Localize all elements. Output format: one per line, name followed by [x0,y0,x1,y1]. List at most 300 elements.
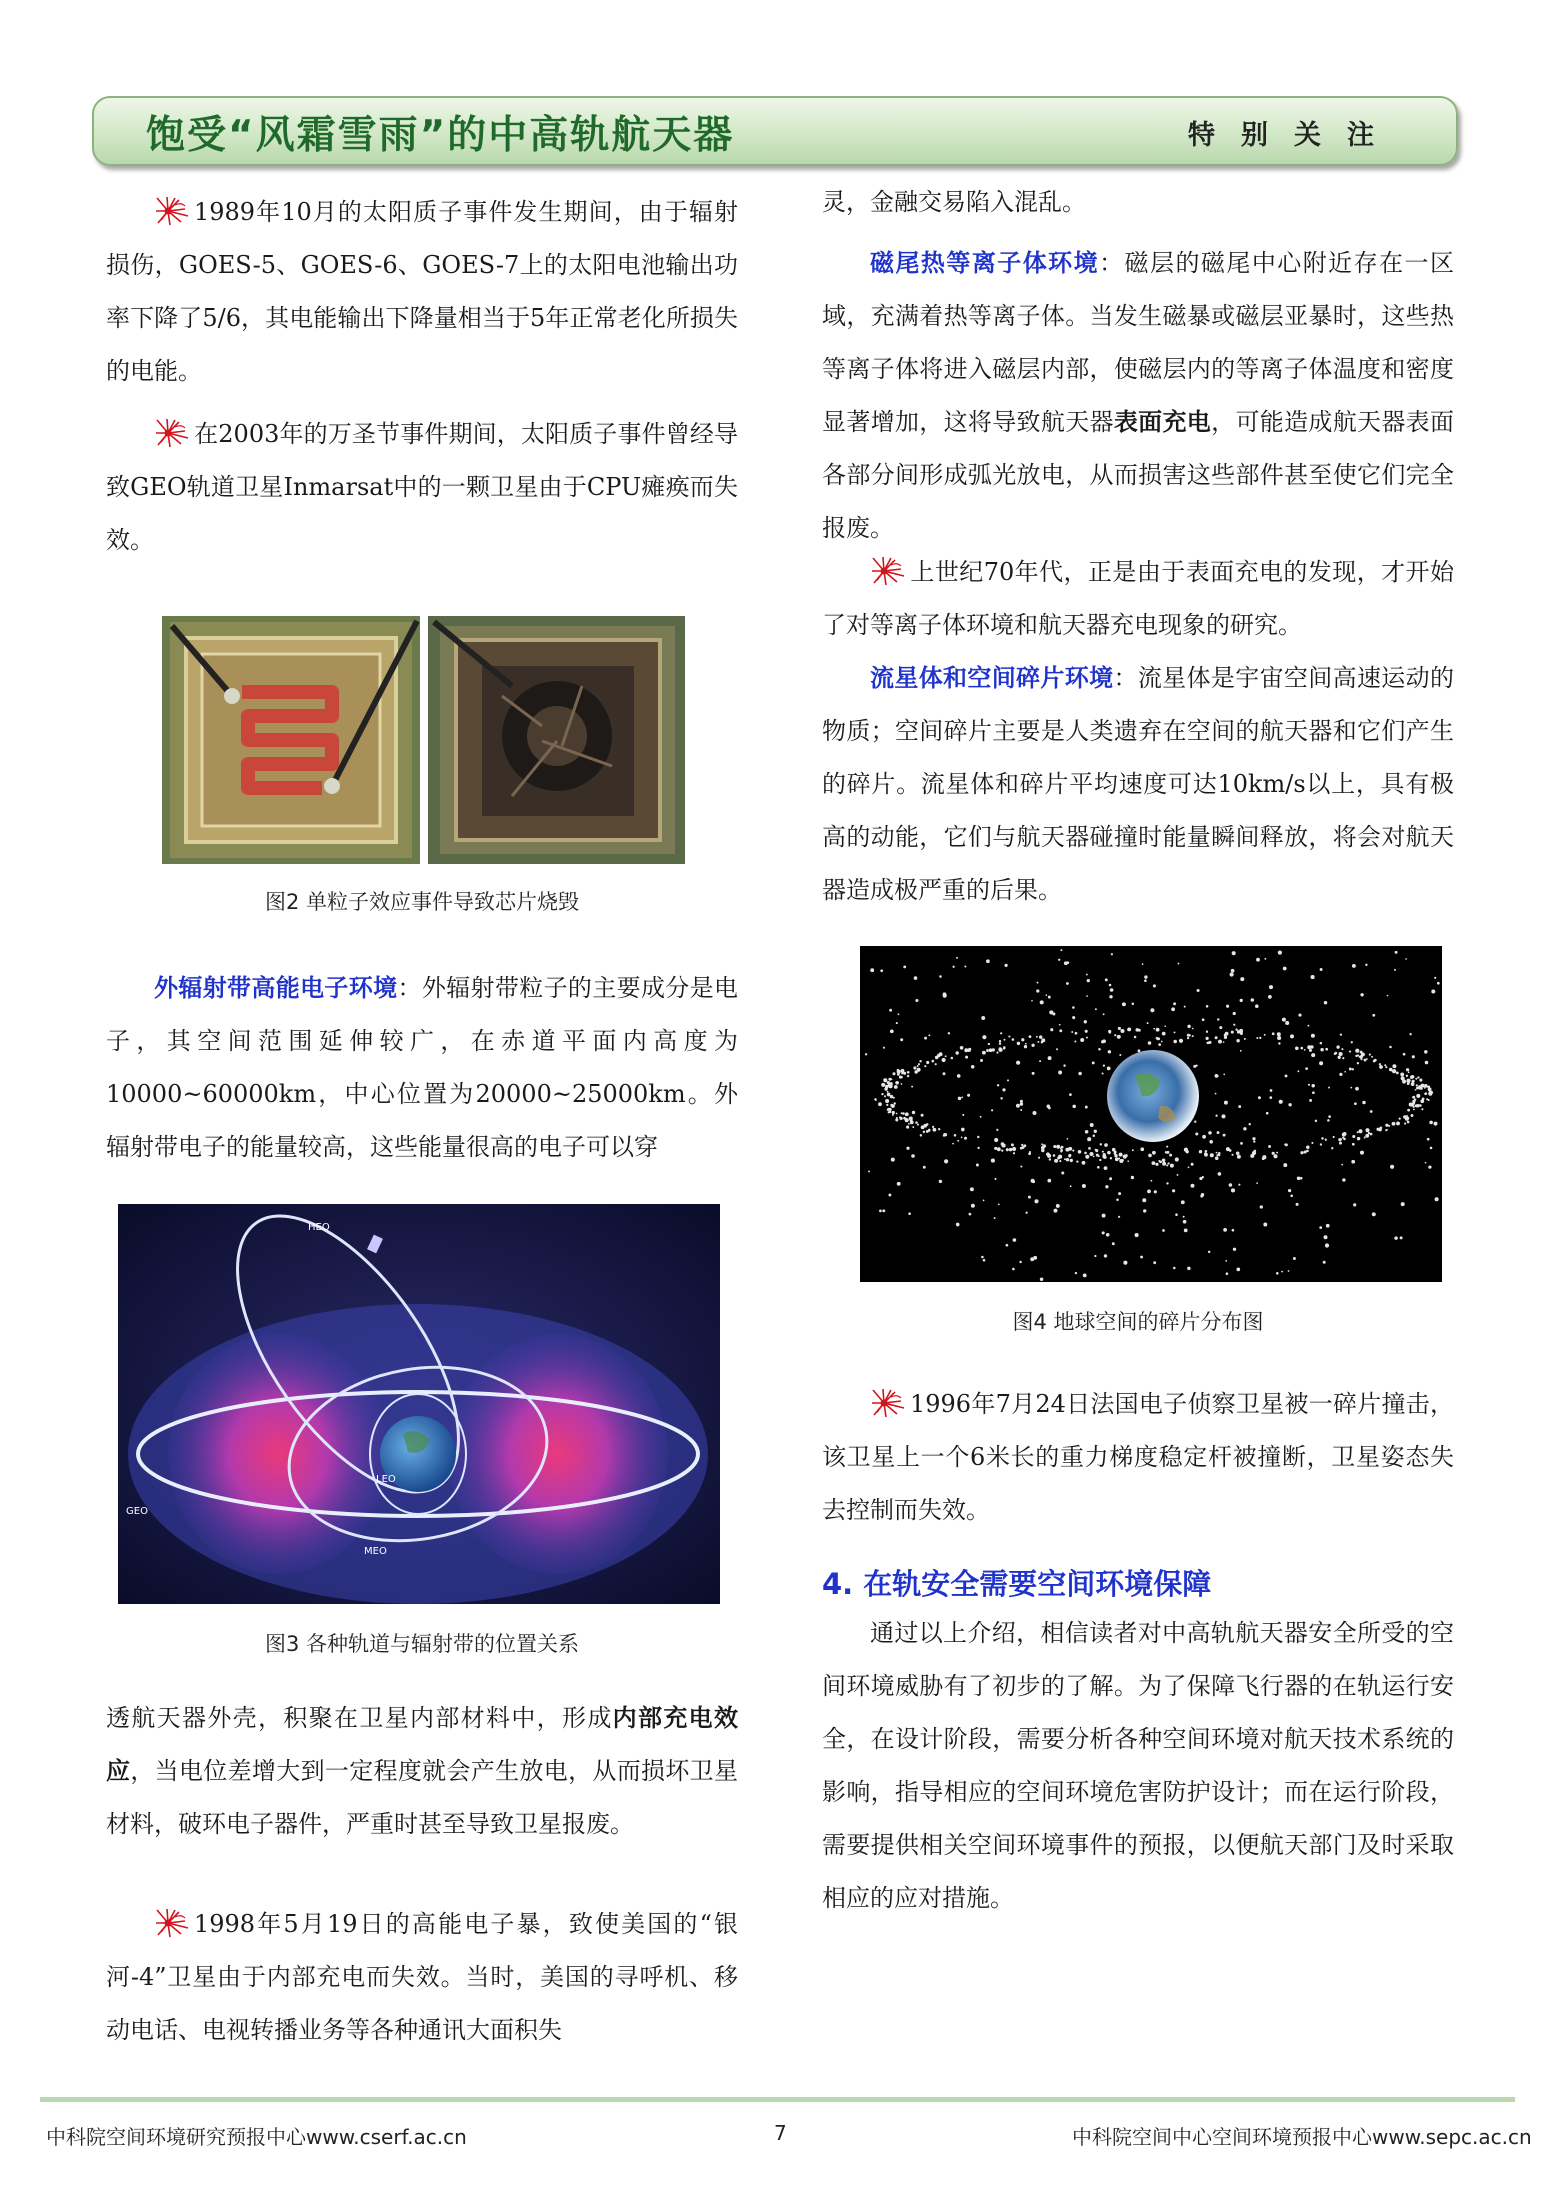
debris-dot [1102,1151,1104,1153]
debris-dot [1040,1000,1044,1004]
debris-dot [1006,1148,1009,1151]
debris-dot [1416,1094,1420,1098]
debris-dot [917,1124,919,1126]
debris-dot [1209,1140,1213,1144]
debris-dot [1406,1068,1409,1071]
debris-dot [1308,1084,1310,1086]
debris-dot [1020,1147,1023,1150]
debris-dot [964,965,966,967]
debris-dot [1084,1020,1087,1023]
debris-dot [885,1099,889,1103]
debris-dot [1012,1147,1016,1151]
debris-dot [1366,1058,1368,1060]
debris-dot [1264,958,1266,960]
debris-dot [1215,1115,1217,1117]
debris-dot [1042,1144,1046,1148]
debris-dot [1013,1152,1015,1154]
debris-dot [1072,1105,1076,1109]
paragraph-surface-charging-history: 上世纪70年代，正是由于表面充电的发现，才开始了对等离子体环境和航天器充电现象的研究。 [822,558,1454,639]
debris-dot [994,1178,996,1180]
paragraph-internal-charging: 透航天器外壳，积聚在卫星内部材料中，形成内部充电效应，当电位差增大到一定程度就会产生放电，从而损坏卫星材料，破环电子器件，严重时甚至导致卫星报废。 [106,1704,739,1838]
debris-dot [1037,1041,1039,1043]
debris-dot [1135,1233,1139,1237]
debris-dot [1174,1031,1176,1033]
debris-dot [1031,1044,1034,1047]
debris-dot [1319,1061,1323,1065]
debris-dot [878,1102,882,1106]
debris-dot [1028,1152,1031,1155]
debris-dot [1233,1248,1236,1251]
debris-dot [893,1097,895,1099]
debris-dot [1278,1042,1280,1044]
debris-dot [1008,1035,1010,1037]
debris-dot [1352,964,1356,968]
debris-dot [1351,1041,1353,1043]
debris-dot [1223,1041,1225,1043]
debris-dot [920,1134,922,1136]
debris-dot [1216,1152,1218,1154]
debris-dot [881,1093,883,1095]
debris-dot [971,1065,975,1069]
debris-dot [890,1029,894,1033]
debris-dot [1371,1056,1373,1058]
debris-dot [1251,998,1255,1002]
debris-dot [1359,1129,1363,1133]
debris-dot [1385,1124,1388,1127]
debris-dot [1427,1086,1430,1089]
debris-dot [1154,1190,1157,1193]
debris-dot [1306,1145,1309,1148]
debris-dot [981,1256,984,1259]
paragraph-conclusion: 通过以上介绍，相信读者对中高轨航天器安全所受的空间环境威胁有了初步的了解。为了保障飞行器的在轨运行安全，在设计阶段，需要分析各种空间环境对航天技术系统的影响，指导相应的空间环境危害防护设计；而在运行阶段，需要提供相关空间环境事件的预报，以便航天部门及时采取相应的应对措施。 [822,1619,1454,1912]
debris-dot [1409,1033,1411,1035]
debris-dot [1109,1177,1112,1180]
article-title: 饱受“风霜雪雨”的中高轨航天器 [146,113,735,158]
debris-dot [1104,1143,1108,1147]
debris-dot [1258,1096,1261,1099]
debris-dot [1218,1172,1222,1176]
debris-dot [908,1123,910,1125]
debris-dot [1013,1238,1017,1242]
debris-dot [1060,949,1062,951]
debris-dot [1020,1165,1022,1167]
debris-dot [1173,1267,1176,1270]
debris-dot [907,1075,909,1077]
debris-dot [1172,1189,1175,1192]
debris-dot [1215,1074,1219,1078]
debris-dot [1036,989,1039,992]
debris-dot [980,1116,982,1118]
debris-dot [961,1128,965,1132]
debris-dot [976,1164,979,1167]
debris-dot [1117,1035,1121,1039]
debris-dot [1204,1152,1207,1155]
debris-dot [1012,1038,1015,1041]
debris-dot [1114,1034,1116,1036]
debris-dot [1229,1183,1233,1187]
debris-dot [1054,1159,1058,1163]
debris-dot [1152,1161,1156,1165]
debris-dot [1341,1164,1343,1166]
figure-2-caption: 图2 单粒子效应事件导致芯片烧毁 [264,890,580,914]
debris-dot [1223,1134,1226,1137]
debris-dot [1059,1029,1062,1032]
debris-dot [1425,1162,1427,1164]
debris-dot [1266,1112,1269,1115]
debris-dot [1206,1005,1209,1008]
debris-dot [1067,1138,1069,1140]
debris-dot [1104,1166,1108,1170]
debris-dot [1118,1192,1121,1195]
debris-dot [1120,1029,1124,1033]
debris-dot [917,1065,919,1067]
debris-dot [1002,1088,1005,1091]
debris-dot [986,1049,989,1052]
debris-dot [1049,1158,1051,1160]
debris-dot [1334,1053,1337,1056]
debris-dot [1032,1180,1035,1183]
term-magnetotail-plasma: 磁尾热等离子体环境 [870,249,1100,277]
debris-dot [1407,1109,1410,1112]
debris-dot [1238,1105,1241,1108]
debris-dot [1263,1223,1267,1227]
debris-dot [983,1259,986,1262]
debris-dot [1276,1152,1278,1154]
debris-dot [1357,1131,1359,1133]
debris-dot [945,1055,947,1057]
debris-dot [1285,1021,1289,1025]
debris-dot [889,1084,893,1088]
debris-dot [1085,1106,1088,1109]
debris-dot [914,976,918,980]
debris-dot [1084,1152,1087,1155]
debris-dot [1143,1209,1146,1212]
debris-dot [1370,1110,1373,1113]
debris-dot [1127,1027,1131,1031]
debris-dot [1420,1099,1424,1103]
debris-dot [1056,1145,1060,1149]
debris-dot [962,1114,964,1116]
debris-dot [897,1069,900,1072]
debris-dot [1162,1158,1166,1162]
sun-burst-bullet-icon [154,418,190,448]
debris-dot [1262,1155,1266,1159]
debris-dot [1386,1129,1388,1131]
debris-dot [1007,1079,1009,1081]
debris-dot [1389,1068,1393,1072]
debris-dot [1430,1147,1433,1150]
debris-dot [943,1134,945,1136]
debris-dot [898,1013,900,1015]
debris-dot [1166,1146,1168,1148]
chip-burnout-photo [162,616,685,864]
debris-dot [868,1170,870,1172]
debris-dot [1276,1272,1279,1275]
debris-dot [1208,1251,1210,1253]
debris-dot [1336,1045,1339,1048]
debris-dot [1118,1216,1120,1218]
debris-dot [1040,1277,1044,1281]
debris-dot [1066,982,1069,985]
debris-dot [1288,1189,1291,1192]
debris-dot [1119,1159,1123,1163]
debris-dot [1321,1137,1324,1140]
debris-dot [1237,1155,1241,1159]
debris-dot [942,1058,946,1062]
debris-dot [1338,1138,1341,1141]
debris-dot [1252,1137,1255,1140]
debris-dot [1352,1068,1354,1070]
debris-dot [1048,1056,1052,1060]
debris-dot [1394,969,1396,971]
debris-dot [1273,1154,1277,1158]
debris-dot [921,1114,924,1117]
debris-dot [1019,1261,1021,1263]
debris-dot [1193,1065,1196,1068]
debris-dot [1311,1034,1315,1038]
debris-dot [1238,1184,1240,1186]
debris-dot [1025,1043,1027,1045]
debris-dot [1092,1061,1095,1064]
debris-dot [1153,984,1156,987]
debris-dot [932,1060,935,1063]
debris-dot [1253,1140,1255,1142]
debris-dot [1215,1036,1218,1039]
debris-dot [1394,1236,1397,1239]
debris-dot [1105,978,1108,981]
debris-dot [1197,989,1200,992]
debris-dot [996,1129,998,1131]
debris-dot [980,1059,983,1062]
debris-dot [879,1210,882,1213]
debris-dot [1296,1203,1299,1206]
debris-dot [1270,1089,1273,1092]
debris-dot [1070,1185,1072,1187]
debris-dot [1231,1031,1234,1034]
debris-dot [1342,1178,1345,1181]
debris-dot [991,1159,995,1163]
debris-dot [999,1043,1001,1045]
debris-dot [989,1048,993,1052]
debris-dot [1260,1205,1263,1208]
orbits-diagram [118,1204,720,1604]
debris-dot [1082,1184,1086,1188]
debris-dot [1053,1145,1056,1148]
debris-dot [928,1034,930,1036]
term-outer-radiation-belt: 外辐射带高能电子环境 [154,974,398,1002]
debris-dot [1231,1154,1233,1156]
debris-dot [1103,1013,1105,1015]
debris-dot [1372,1014,1375,1017]
debris-dot [1404,1123,1406,1125]
debris-dot [1340,1033,1342,1035]
debris-dot [982,1035,986,1039]
debris-dot [1156,1028,1160,1032]
debris-dot [893,1072,896,1075]
debris-dot [1360,1051,1363,1054]
debris-dot [1392,1122,1396,1126]
debris-dot [1122,1002,1126,1006]
debris-dot [1116,1199,1119,1202]
debris-dot [1218,1040,1222,1044]
paragraph-magnetotail-plasma: 磁尾热等离子体环境：磁层的磁尾中心附近存在一区域，充满着热等离子体。当发生磁暴或磁层亚暴时，这些热等离子体将进入磁层内部，使磁层内的等离子体温度和密度显著增加，这将导致航天器表面充电，可能造成航天器表面各部分间形成弧光放电，从而损害这些部件甚至使它们完全报废。 [822,249,1455,542]
debris-dot [918,1063,920,1065]
debris-dot [1264,1034,1266,1036]
debris-dot [1093,1135,1096,1138]
debris-dot [1231,969,1235,973]
debris-dot [1205,1150,1208,1153]
debris-dot [895,1118,898,1121]
debris-dot [1123,1261,1127,1265]
debris-dot [1097,1166,1100,1169]
debris-dot [886,1104,888,1106]
debris-dot [907,1071,910,1074]
paragraph-meteoroid-debris: 流星体和空间碎片环境：流星体是宇宙空间高速运动的物质；空间碎片主要是人类遗弃在空间的航天器和它们产生的碎片。流星体和碎片平均速度可达10km/s以上，具有极高的动能，它们与航天器碰撞时能量瞬间释放，将会对航天器造成极严重的后果。 [822,664,1455,904]
debris-dot [1396,1071,1399,1074]
debris-dot [889,1009,892,1012]
debris-dot [900,1038,903,1041]
footer-left-credit: 中科院空间环境研究预报中心www.cserf.ac.cn [46,2125,467,2149]
paragraph-halloween-event: 在2003年的万圣节事件期间，太阳质子事件曾经导致GEO轨道卫星Inmarsat中的一颗卫星由于CPU瘫痪而失效。 [106,420,738,554]
debris-dot [1104,1254,1107,1257]
debris-dot [1162,1162,1166,1166]
debris-dot [1102,1072,1104,1074]
debris-dot [961,1097,963,1099]
debris-dot [983,1200,985,1202]
debris-dot [1344,1071,1346,1073]
debris-dot [1095,1008,1097,1010]
debris-dot [1349,1067,1352,1070]
debris-dot [884,1079,887,1082]
debris-dot [935,1056,939,1060]
debris-dot [1379,1063,1381,1065]
debris-dot [1240,977,1244,981]
debris-dot [955,1051,958,1054]
debris-dot [1085,1155,1089,1159]
debris-dot [977,1147,979,1149]
debris-dot [891,1104,895,1108]
debris-dot [994,1217,996,1219]
debris-dot [1119,1054,1121,1056]
debris-dot [1009,1148,1012,1151]
debris-dot [1415,1104,1418,1107]
debris-dot [982,1051,986,1055]
label-heo: HEO [308,1222,330,1233]
debris-dot [1223,1228,1227,1232]
debris-dot [1226,1272,1229,1275]
debris-dot [967,1094,970,1097]
debris-dot [875,1099,877,1101]
debris-dot [1048,1107,1051,1110]
debris-dot [1429,1091,1432,1094]
debris-dot [1119,1153,1123,1157]
debris-dot [1244,1038,1246,1040]
debris-dot [1166,1182,1168,1184]
debris-dot [1152,1151,1156,1155]
debris-dot [1243,1127,1246,1130]
debris-dot [1060,1150,1062,1152]
debris-dot [882,1209,885,1212]
debris-dot [956,1223,960,1227]
debris-dot [998,1204,1000,1206]
debris-dot [1153,1261,1156,1264]
debris-dot [1434,977,1436,979]
debris-dot [1030,1257,1034,1261]
debris-dot [1094,1130,1097,1133]
debris-dot [1108,1050,1111,1053]
debris-dot [1041,1143,1043,1145]
debris-dot [1424,1092,1427,1095]
debris-dot [1107,1067,1111,1071]
debris-dot [1285,1074,1288,1077]
debris-dot [1179,1039,1183,1043]
debris-dot [1041,1038,1045,1042]
debris-dot [1278,951,1282,955]
debris-dot [1219,1026,1222,1029]
debris-dot [1224,1101,1228,1105]
debris-dot [1326,1224,1330,1228]
debris-dot [923,1131,925,1133]
debris-dot [1224,1034,1227,1037]
debris-dot [1417,1076,1419,1078]
debris-dot [1034,1199,1038,1203]
debris-dot [888,1078,891,1081]
debris-dot [1046,994,1048,996]
debris-dot [1240,1050,1242,1052]
debris-dot [1089,1152,1093,1156]
debris-dot [1240,1142,1243,1145]
debris-dot [1308,1025,1310,1027]
debris-dot [1315,1120,1317,1122]
debris-dot [1400,1072,1404,1076]
debris-dot [1392,1064,1396,1068]
debris-dot [1103,1064,1105,1066]
debris-dot [1277,1032,1281,1036]
debris-dot [1025,1212,1027,1214]
debris-dot [1272,1032,1275,1035]
debris-dot [1157,1038,1159,1040]
debris-dot [1408,1071,1410,1073]
debris-dot [1392,1069,1396,1073]
debris-dot [1362,1101,1366,1105]
debris-dot [1184,1148,1188,1152]
debris-dot [1068,1154,1071,1157]
debris-dot [1188,1167,1190,1169]
debris-dot [1269,1096,1272,1099]
debris-dot [1115,1157,1119,1161]
debris-dot [1063,1064,1065,1066]
debris-dot [1210,1153,1214,1157]
footer-divider [40,2097,1515,2102]
debris-dot [915,999,918,1002]
debris-dot [1087,979,1090,982]
debris-dot [1215,1156,1219,1160]
debris-dot [1175,1213,1178,1216]
debris-dot [881,1083,885,1087]
debris-dot [954,1134,957,1137]
debris-dot [1283,1163,1287,1167]
debris-dot [880,969,883,972]
debris-dot [1086,974,1088,976]
debris-dot [1023,1144,1026,1147]
debris-dot [1395,951,1398,954]
debris-dot [1339,1073,1342,1076]
debris-dot [1065,1148,1068,1151]
debris-dot [905,1118,909,1122]
debris-dot [1288,1270,1290,1272]
debris-dot [969,1213,972,1216]
debris-dot [1256,1037,1258,1039]
